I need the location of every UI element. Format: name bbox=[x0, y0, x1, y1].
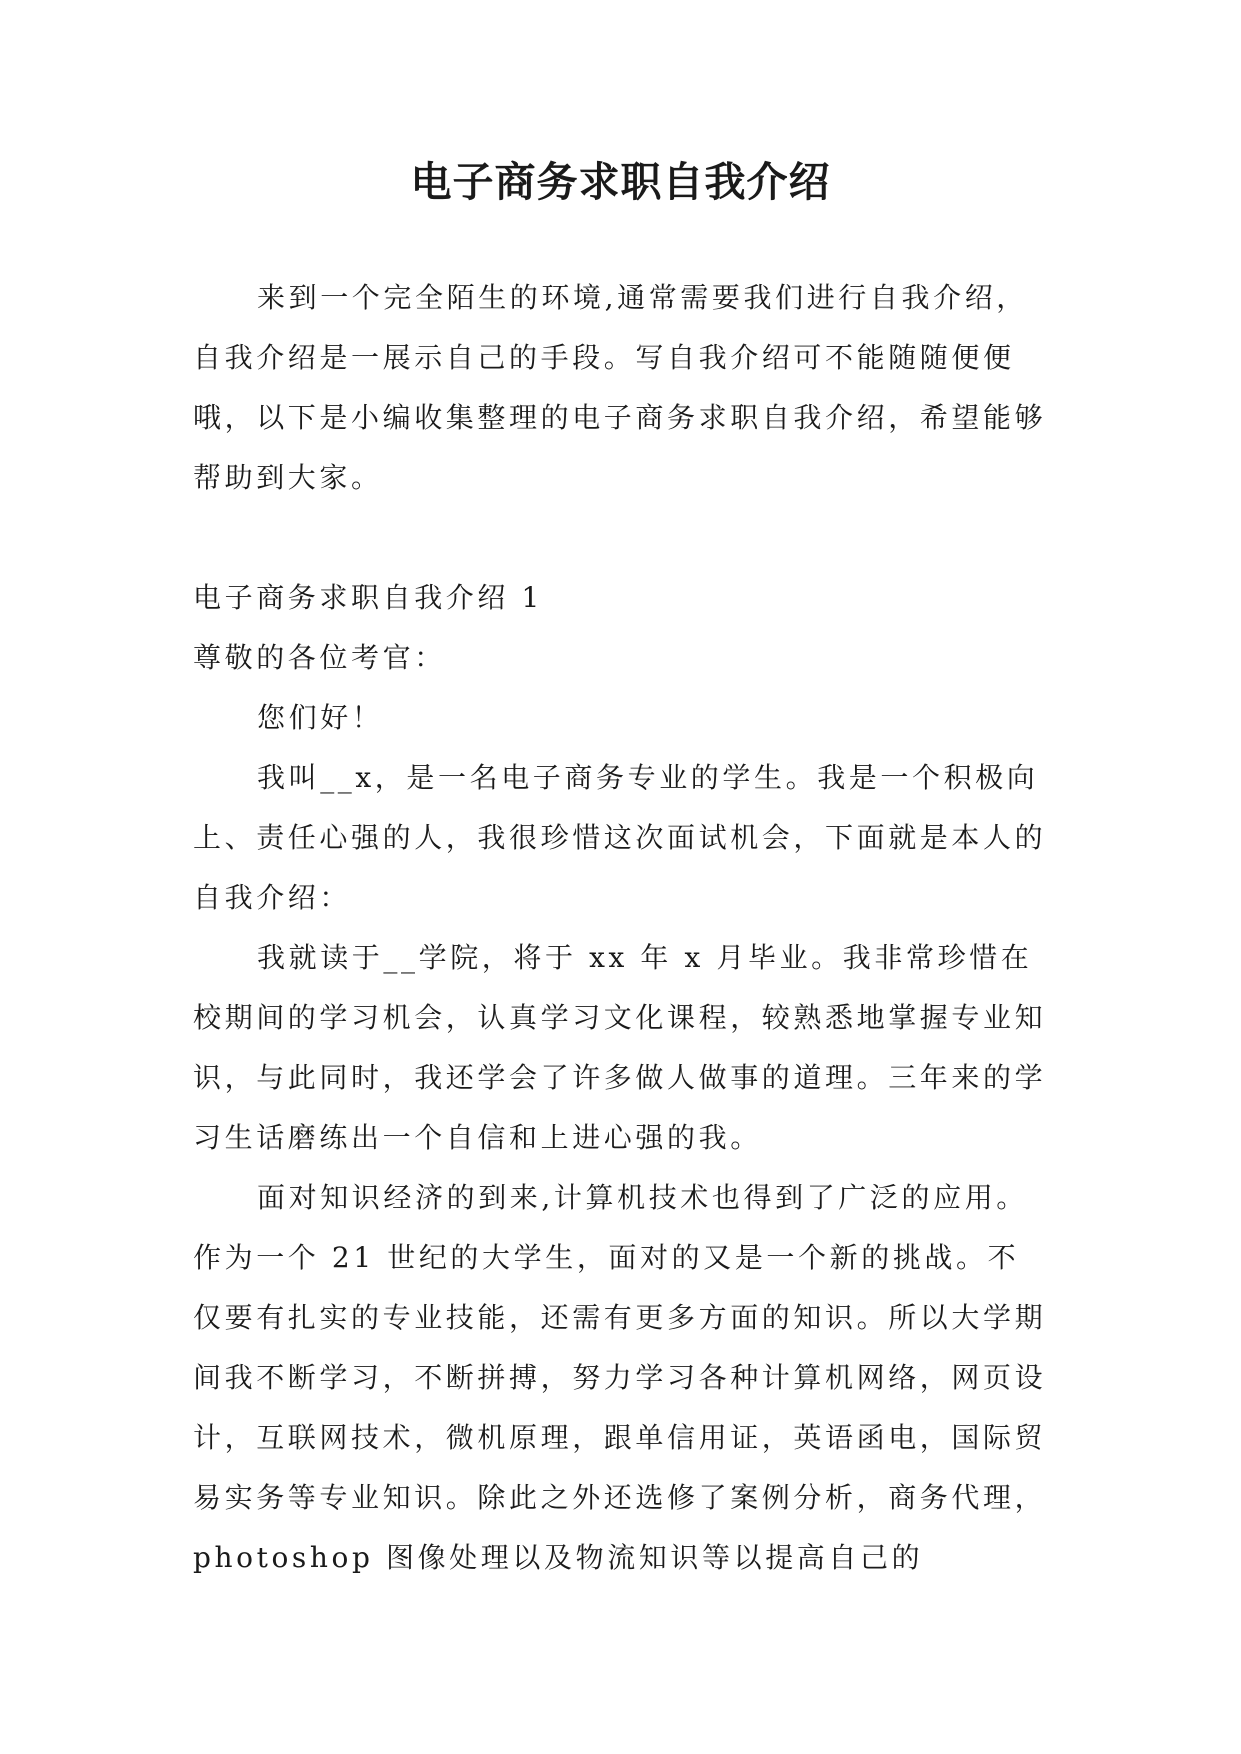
intro-paragraph: 来到一个完全陌生的环境,通常需要我们进行自我介绍，自我介绍是一展示自己的手段。写自我介绍可不能随随便便哦，以下是小编收集整理的电子商务求职自我介绍，希望能够帮助到大家。 bbox=[193, 281, 1047, 494]
salutation: 尊敬的各位考官： bbox=[193, 641, 446, 674]
intro-section bbox=[193, 268, 1050, 508]
greeting: 您们好！ bbox=[257, 701, 384, 734]
body-paragraph: 我叫__x，是一名电子商务专业的学生。我是一个积极向上、责任心强的人，我很珍惜这次面试机会，下面就是本人的自我介绍： bbox=[193, 761, 1047, 914]
main-section bbox=[193, 568, 1050, 1588]
document-title: 电子商务求职自我介绍 bbox=[410, 158, 831, 206]
section-heading: 电子商务求职自我介绍 1 bbox=[193, 581, 543, 614]
body-paragraph: 面对知识经济的到来,计算机技术也得到了广泛的应用。作为一个 21 世纪的大学生，面对的又是一个新的挑战。不仅要有扎实的专业技能，还需有更多方面的知识。所以大学期间我不断学习，不断拼搏，努力学习各种计算机网络，网页设计，互联网技术，微机原理，跟单信用证，英语函电，国际贸易实务等专业知识。除此之外还选修了案例分析，商务代理，photoshop 图像处理以及物流知识等以提高自己的 bbox=[193, 1181, 1047, 1574]
body-paragraph: 我就读于__学院，将于 xx 年 x 月毕业。我非常珍惜在校期间的学习机会，认真学习文化课程，较熟悉地掌握专业知识，与此同时，我还学会了许多做人做事的道理。三年来的学习生话磨练出一个自信和上进心强的我。 bbox=[193, 941, 1047, 1154]
